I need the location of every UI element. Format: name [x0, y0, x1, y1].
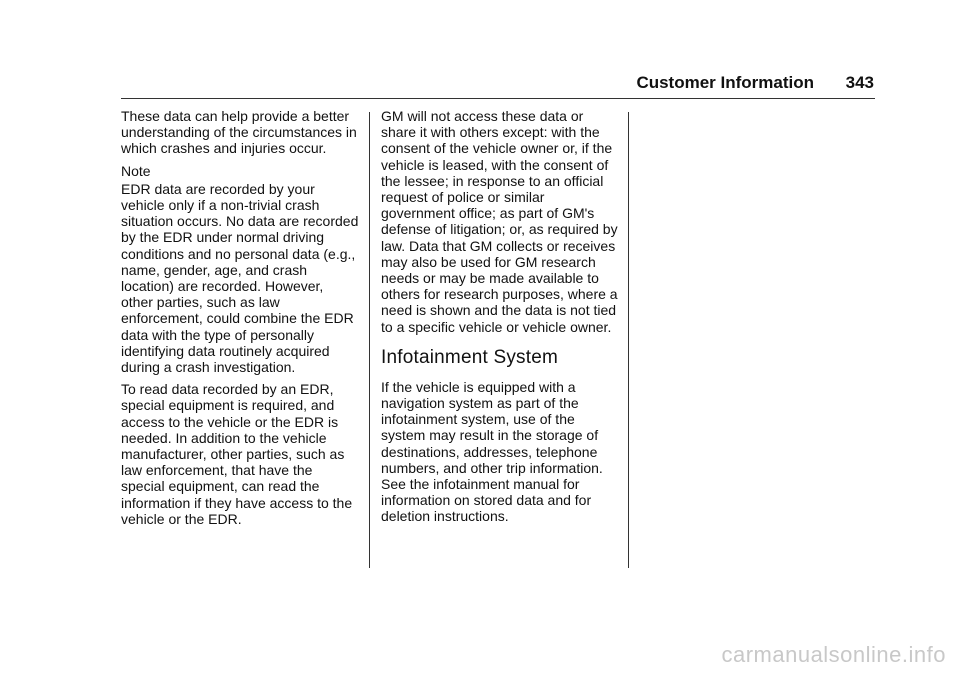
page-header [0, 72, 874, 96]
gm-data-policy-paragraph: GM will not access these data or share it with others except: with the consent of the vehicle owner or, if the vehicle is leased, with the consent of the lessee; in response to an official request of police or similar government office; as part of GM's defense of litigation; or, as required by law. Data that GM collects or receives may also be used for GM research needs or may be made available to others for research purposes, where a need is shown and the data is not tied to a specific vehicle or vehicle owner. [381, 108, 618, 335]
column-divider-1 [369, 112, 370, 568]
column-1 [121, 108, 359, 533]
edr-access-paragraph: To read data recorded by an EDR, special equipment is required, and access to the vehicle or the EDR is needed. In addition to the vehicle manufacturer, other parties, such as law enforcement, that have the special equipment, can read the information if they have access to the vehicle or the EDR. [121, 381, 353, 527]
header-rule [121, 98, 875, 99]
watermark: carmanualsonline.info [721, 642, 946, 667]
page-number: 343 [845, 73, 874, 92]
column-divider-2 [628, 112, 629, 568]
infotainment-paragraph: If the vehicle is equipped with a navigation system as part of the infotainment system, use of the system may result in the storage of destinations, addresses, telephone numbers, and other trip information. See the infotainment manual for information on stored data and for deletion instructions. [381, 378, 603, 525]
note-label: Note [121, 162, 151, 179]
edr-benefit-paragraph: These data can help provide a better understanding of the circumstances in which crashes and injuries occur. [121, 108, 357, 157]
column-2 [381, 108, 621, 531]
infotainment-heading: Infotainment System [381, 346, 558, 368]
section-title: Customer Information [636, 73, 814, 92]
edr-note-paragraph: EDR data are recorded by your vehicle only if a non-trivial crash situation occurs. No data are recorded by the EDR under normal driving conditions and no personal data (e.g., name, gender, age, and crash location) are recorded. However, other parties, such as law enforcement, could combine the EDR data with the type of personally identifying data routinely acquired during a crash investigation. [121, 180, 359, 376]
